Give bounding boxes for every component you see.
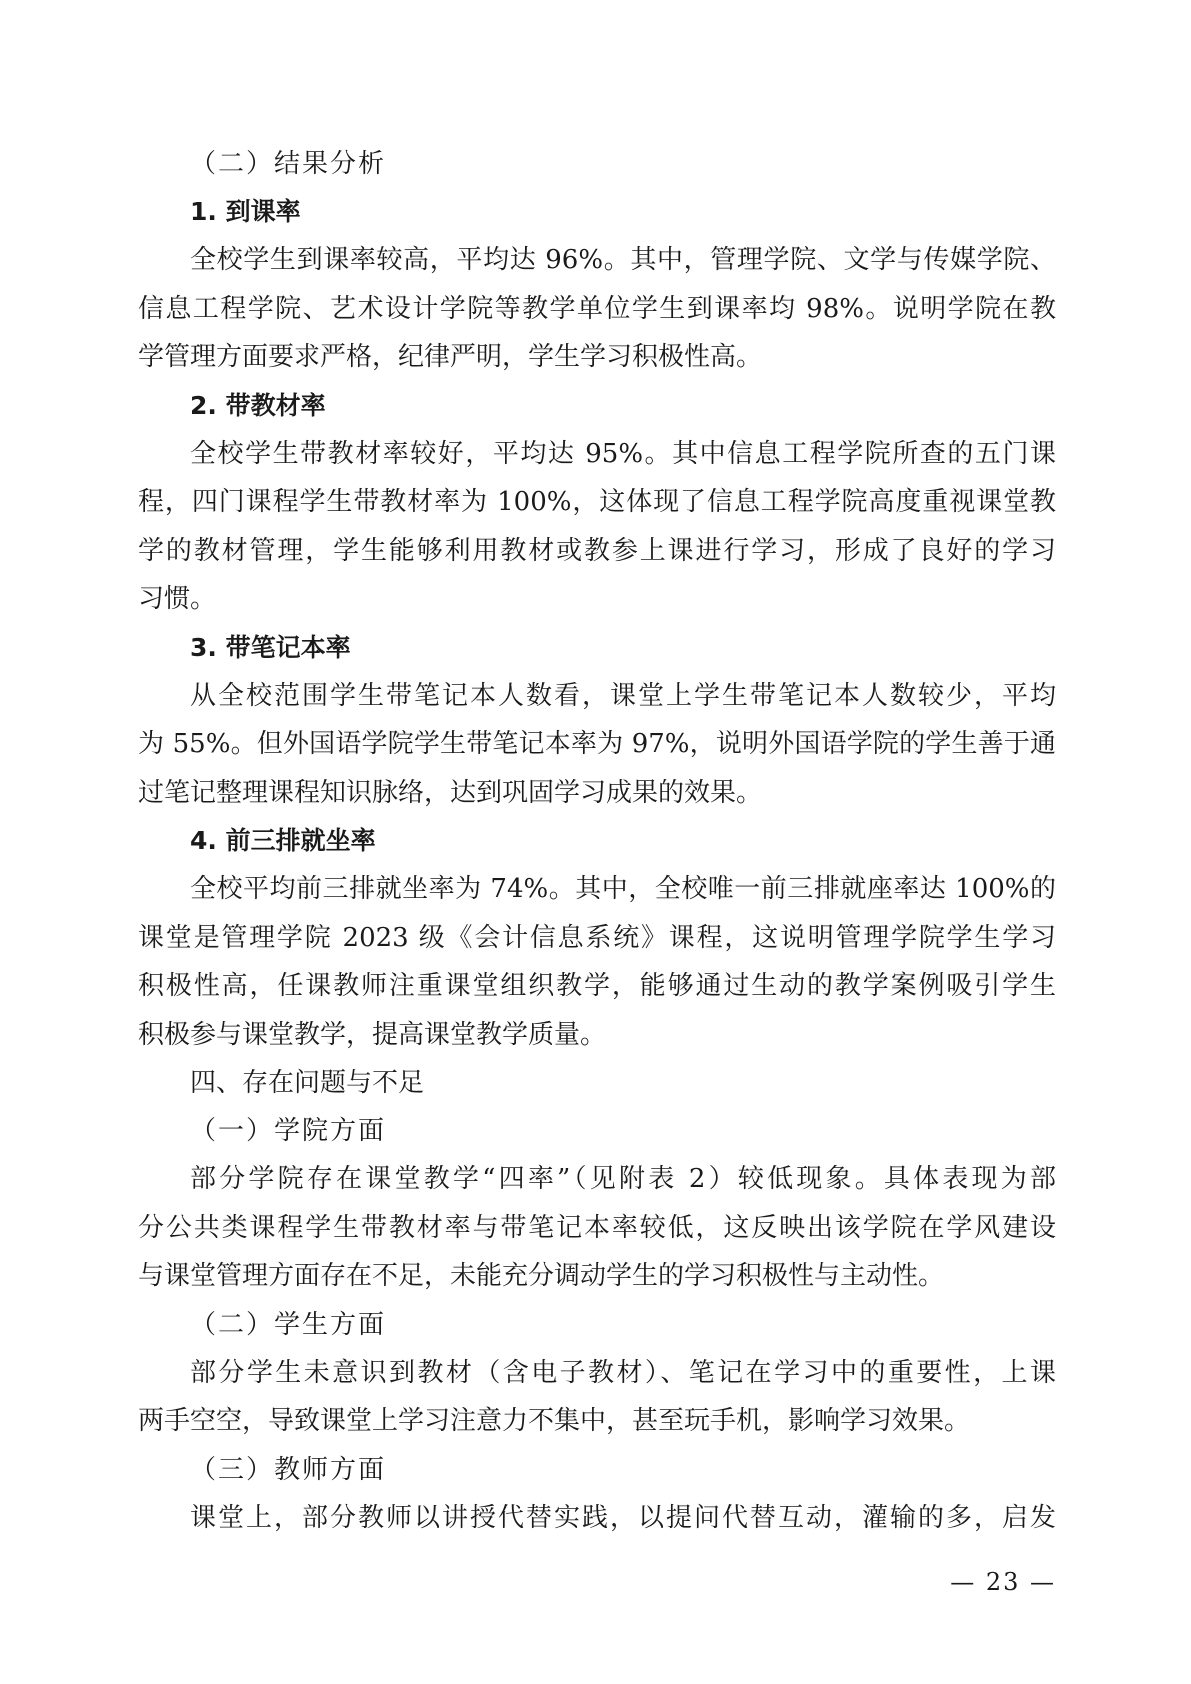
paragraph-line: 程，四门课程学生带教材率为 100%，这体现了信息工程学院高度重视课堂教 xyxy=(138,487,1056,517)
paragraph-line: 习惯。 xyxy=(138,584,217,614)
student-aspect-heading: （二）学生方面 xyxy=(190,1309,387,1340)
page-number: — 23 — xyxy=(950,1568,1056,1596)
paragraph-line: 从全校范围学生带笔记本人数看，课堂上学生带笔记本人数较少，平均 xyxy=(190,680,1056,711)
paragraph-line: 与课堂管理方面存在不足，未能充分调动学生的学习积极性与主动性。 xyxy=(138,1261,945,1291)
textbook-rate-paragraph xyxy=(138,430,1056,624)
paragraph-line: 课堂是管理学院 2023 级《会计信息系统》课程，这说明管理学院学生学习 xyxy=(138,922,1056,953)
textbook-rate-heading: 2. 带教材率 xyxy=(190,390,326,420)
college-aspect-heading: （一）学院方面 xyxy=(190,1116,387,1146)
page-content xyxy=(138,140,1056,1542)
paragraph-line: 部分学生未意识到教材（含电子教材）、笔记在学习中的重要性，上课 xyxy=(190,1357,1056,1388)
paragraph-line: 积极性高，任课教师注重课堂组织教学，能够通过生动的教学案例吸引学生 xyxy=(138,971,1056,1001)
paragraph-line: 课堂上，部分教师以讲授代替实践，以提问代替互动，灌输的多，启发 xyxy=(190,1502,1056,1533)
student-aspect-paragraph xyxy=(138,1349,1056,1446)
teacher-aspect-paragraph xyxy=(138,1494,1056,1543)
paragraph-line: 部分学院存在课堂教学“四率”（见附表 2）较低现象。具体表现为部 xyxy=(190,1164,1056,1194)
paragraph-line: 学管理方面要求严格，纪律严明，学生学习积极性高。 xyxy=(138,342,763,372)
front-row-rate-paragraph xyxy=(138,865,1056,1059)
front-row-rate-heading: 4. 前三排就坐率 xyxy=(190,826,376,855)
paragraph-line: 两手空空，导致课堂上学习注意力不集中，甚至玩手机，影响学习效果。 xyxy=(138,1406,971,1436)
paragraph-line: 分公共类课程学生带教材率与带笔记本率较低，这反映出该学院在学风建设 xyxy=(138,1212,1056,1243)
paragraph-line: 全校学生到课率较高，平均达 96%。其中，管理学院、文学与传媒学院、 xyxy=(190,245,1056,275)
results-analysis-heading: （二）结果分析 xyxy=(190,149,387,179)
notebook-rate-heading: 3. 带笔记本率 xyxy=(190,632,351,662)
paragraph-line: 积极参与课堂教学，提高课堂教学质量。 xyxy=(138,1019,607,1050)
notebook-rate-paragraph xyxy=(138,672,1056,818)
paragraph-line: 全校学生带教材率较好，平均达 95%。其中信息工程学院所查的五门课 xyxy=(190,438,1056,469)
attendance-rate-heading: 1. 到课率 xyxy=(190,197,301,226)
teacher-aspect-heading: （三）教师方面 xyxy=(190,1454,387,1485)
paragraph-line: 过笔记整理课程知识脉络，达到巩固学习成果的效果。 xyxy=(138,777,763,808)
college-aspect-paragraph xyxy=(138,1155,1056,1301)
problems-section-heading: 四、存在问题与不足 xyxy=(190,1068,425,1098)
paragraph-line: 学的教材管理，学生能够利用教材或教参上课进行学习，形成了良好的学习 xyxy=(138,535,1056,566)
attendance-rate-paragraph xyxy=(138,236,1056,382)
paragraph-line: 为 55%。但外国语学院学生带笔记本率为 97%，说明外国语学院的学生善于通 xyxy=(138,729,1056,759)
paragraph-line: 信息工程学院、艺术设计学院等教学单位学生到课率均 98%。说明学院在教 xyxy=(138,293,1056,324)
paragraph-line: 全校平均前三排就坐率为 74%。其中，全校唯一前三排就座率达 100%的 xyxy=(190,874,1056,904)
